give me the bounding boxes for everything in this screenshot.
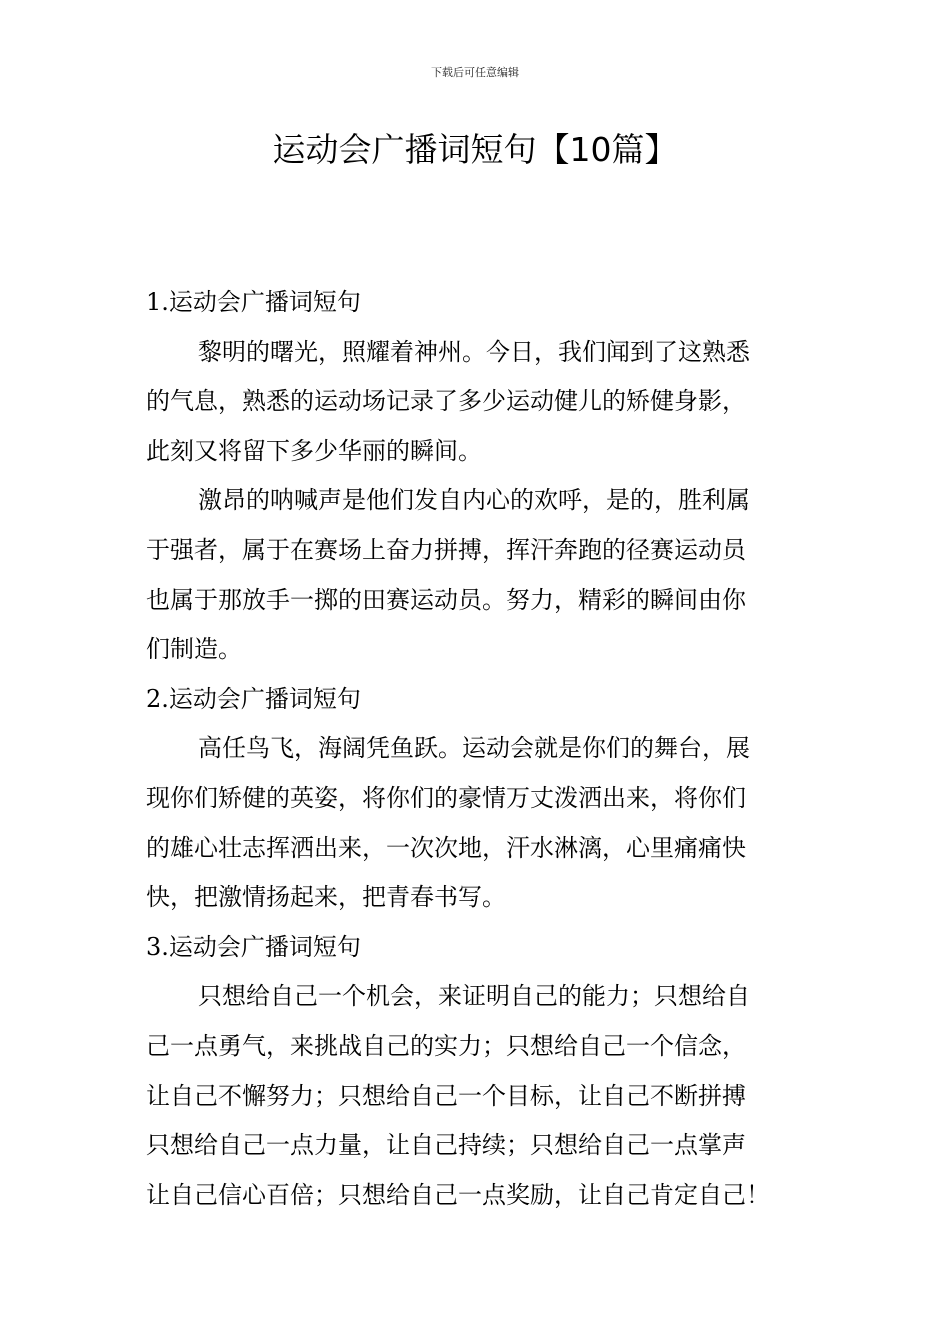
text-line: 让自己不懈努力；只想给自己一个目标，让自己不断拼搏 (146, 1081, 746, 1110)
text-line: 也属于那放手一掷的田赛运动员。努力，精彩的瞬间由你 (146, 585, 746, 614)
paragraph (146, 724, 806, 922)
text-line: 快，把激情扬起来，把青春书写。 (146, 883, 506, 912)
paragraph (146, 476, 806, 674)
paragraph (146, 972, 806, 1220)
text-line: 此刻又将留下多少华丽的瞬间。 (146, 436, 482, 465)
text-line: 只想给自己一个机会，来证明自己的能力；只想给自 (198, 982, 750, 1011)
text-line: 现你们矫健的英姿，将你们的豪情万丈泼洒出来，将你们 (146, 783, 746, 812)
text-line: 只想给自己一点力量，让自己持续；只想给自己一点掌声 (146, 1131, 746, 1160)
document-body (146, 278, 806, 1220)
section-heading: 2.运动会广播词短句 (146, 684, 361, 713)
section-3 (146, 923, 806, 1221)
text-line: 高任鸟飞，海阔凭鱼跃。运动会就是你们的舞台，展 (198, 734, 750, 763)
section-heading: 1.运动会广播词短句 (146, 288, 361, 316)
text-line: 让自己信心百倍；只想给自己一点奖励，让自己肯定自己！ (146, 1180, 770, 1209)
text-line: 们制造。 (146, 635, 242, 664)
text-line: 激昂的呐喊声是他们发自内心的欢呼，是的，胜利属 (198, 486, 750, 515)
header-note: 下载后可任意编辑 (431, 66, 519, 79)
text-line: 黎明的曙光，照耀着神州。今日，我们闻到了这熟悉 (198, 337, 750, 366)
section-2 (146, 675, 806, 923)
text-line: 己一点勇气，来挑战自己的实力；只想给自己一个信念， (146, 1031, 746, 1060)
paragraph (146, 328, 806, 477)
text-line: 的气息，熟悉的运动场记录了多少运动健儿的矫健身影， (146, 387, 746, 416)
section-1 (146, 278, 806, 675)
document-title: 运动会广播词短句【10篇】 (272, 130, 678, 169)
text-line: 于强者，属于在赛场上奋力拼搏，挥汗奔跑的径赛运动员 (146, 535, 746, 564)
text-line: 的雄心壮志挥洒出来，一次次地，汗水淋漓，心里痛痛快 (146, 833, 746, 862)
section-heading: 3.运动会广播词短句 (146, 932, 361, 961)
